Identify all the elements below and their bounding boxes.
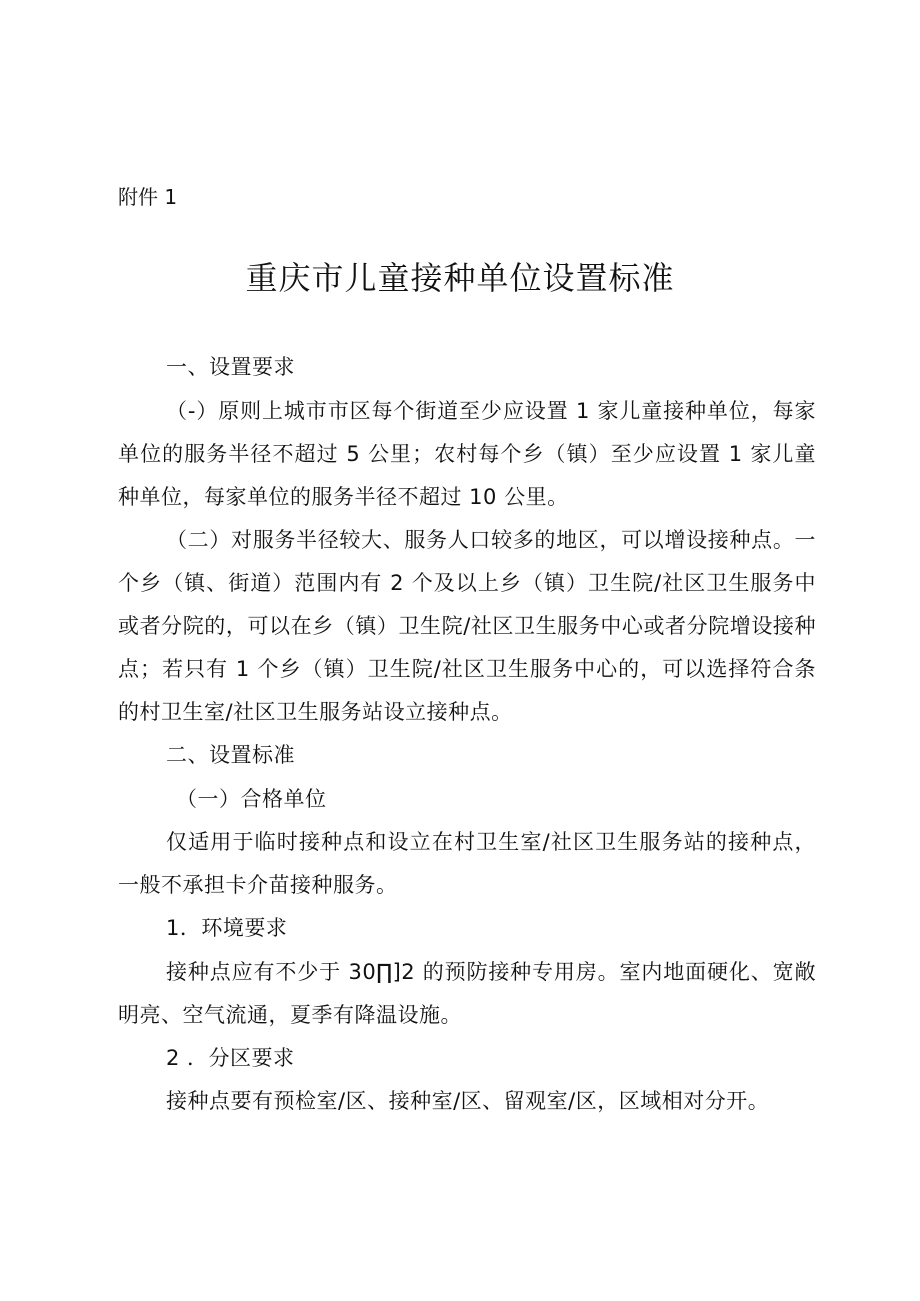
paragraph-line: （-）原则上城市市区每个街道至少应设置 1 家儿童接种单位，每家 <box>166 399 816 423</box>
paragraph-line: 接种点要有预检室/区、接种室/区、留观室/区，区域相对分开。 <box>166 1089 770 1113</box>
paragraph-line: 或者分院的，可以在乡（镇）卫生院/社区卫生服务中心或者分院增设接种 <box>118 614 816 638</box>
paragraph-line: 明亮、空气流通，夏季有降温设施。 <box>118 1003 462 1027</box>
paragraph-line: （二）对服务半径较大、服务人口较多的地区，可以增设接种点。一 <box>166 528 816 552</box>
item-heading: 2 ．分区要求 <box>166 1046 295 1070</box>
subsection-heading: （一）合格单位 <box>176 787 327 811</box>
section-heading-2: 二、设置标准 <box>166 743 295 767</box>
item-heading: 1．环境要求 <box>166 916 288 940</box>
section-heading-1: 一、设置要求 <box>166 355 295 379</box>
paragraph-line: 仅适用于临时接种点和设立在村卫生室/社区卫生服务站的接种点， <box>166 830 816 854</box>
paragraph-line: 一般不承担卡介苗接种服务。 <box>118 873 398 897</box>
paragraph-line: 种单位，每家单位的服务半径不超过 10 公里。 <box>118 485 569 509</box>
paragraph-line: 的村卫生室/社区卫生服务站设立接种点。 <box>118 700 513 724</box>
paragraph-line: 接种点应有不少于 30∏]2 的预防接种专用房。室内地面硬化、宽敞 <box>166 960 816 984</box>
attachment-label: 附件 1 <box>118 185 178 209</box>
paragraph-line: 个乡（镇、街道）范围内有 2 个及以上乡（镇）卫生院/社区卫生服务中 <box>118 571 816 595</box>
paragraph-line: 单位的服务半径不超过 5 公里；农村每个乡（镇）至少应设置 1 家儿童 <box>118 442 816 466</box>
document-title: 重庆市儿童接种单位设置标准 <box>245 259 675 297</box>
paragraph-line: 点；若只有 1 个乡（镇）卫生院/社区卫生服务中心的，可以选择符合条 <box>118 657 816 681</box>
